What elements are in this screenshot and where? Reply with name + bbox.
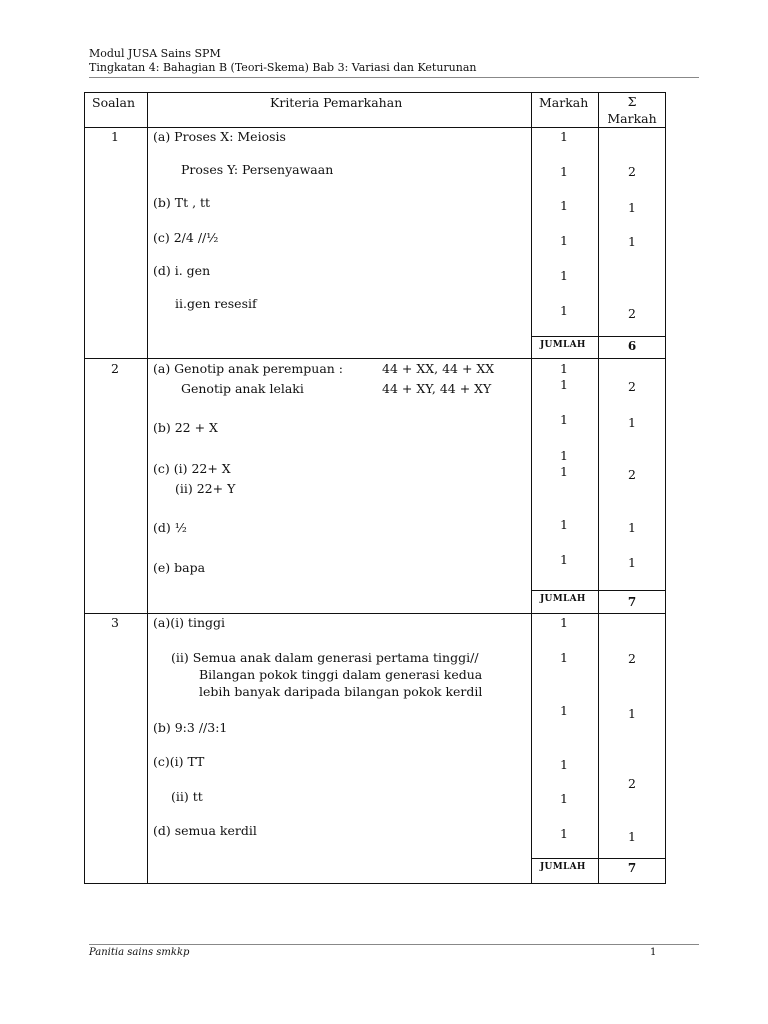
mark: 1 xyxy=(560,268,568,283)
header-markah: Markah xyxy=(539,95,589,110)
module-title: Modul JUSA Sains SPM xyxy=(89,47,221,60)
mark: 1 xyxy=(560,198,568,213)
footer-text: Panitia sains smkkp xyxy=(89,947,190,958)
answer-line: (d) semua kerdil xyxy=(153,823,257,838)
header-sigma: Σ xyxy=(627,94,637,109)
mark: 1 xyxy=(560,757,568,772)
answer-line: ii.gen resesif xyxy=(175,296,257,311)
answer-line: Proses Y: Persenyawaan xyxy=(181,162,334,177)
sum-mark: 1 xyxy=(628,415,636,430)
mark: 1 xyxy=(560,361,568,376)
jumlah-label: JUMLAH xyxy=(540,340,586,350)
mark: 1 xyxy=(560,303,568,318)
sum-mark: 2 xyxy=(628,306,636,321)
sum-mark: 1 xyxy=(628,520,636,535)
answer-line: (d) i. gen xyxy=(153,263,211,278)
sum-mark: 1 xyxy=(628,706,636,721)
total-mark: 6 xyxy=(627,339,637,353)
table-border-top xyxy=(84,92,666,93)
mark: 1 xyxy=(560,703,568,718)
sum-mark: 1 xyxy=(628,200,636,215)
sum-mark: 1 xyxy=(628,555,636,570)
answer-line: (a) Proses X: Meiosis xyxy=(153,129,286,144)
answer-line: Genotip anak lelaki xyxy=(181,381,304,396)
sum-mark: 1 xyxy=(628,829,636,844)
table-border-left xyxy=(84,92,85,884)
mark: 1 xyxy=(560,129,568,144)
sum-mark: 1 xyxy=(628,234,636,249)
answer-line: lebih banyak daripada bilangan pokok kerdil xyxy=(199,684,483,699)
mark: 1 xyxy=(560,412,568,427)
total-mark: 7 xyxy=(627,595,637,609)
sum-mark: 2 xyxy=(628,776,636,791)
table-row-divider xyxy=(84,358,666,359)
answer-line: (d) ½ xyxy=(153,520,187,535)
table-row-divider xyxy=(84,127,666,128)
jumlah-label: JUMLAH xyxy=(540,594,586,604)
table-col-divider xyxy=(531,92,532,884)
mark: 1 xyxy=(560,377,568,392)
answer-line: (c) (i) 22+ X xyxy=(153,461,231,476)
answer-line: (b) 9:3 //3:1 xyxy=(153,720,228,735)
mark: 1 xyxy=(560,233,568,248)
answer-value: 44 + XX, 44 + XX xyxy=(382,361,495,376)
question-number: 3 xyxy=(111,615,119,630)
answer-line: (b) Tt , tt xyxy=(153,195,211,210)
question-number: 1 xyxy=(111,129,119,144)
mark: 1 xyxy=(560,615,568,630)
sum-mark: 2 xyxy=(628,379,636,394)
jumlah-label: JUMLAH xyxy=(540,862,586,872)
header-kriteria: Kriteria Pemarkahan xyxy=(270,95,403,110)
question-number: 2 xyxy=(111,361,119,376)
table-row-divider xyxy=(531,336,666,337)
mark: 1 xyxy=(560,791,568,806)
answer-line: (c) 2/4 //½ xyxy=(153,230,219,245)
sum-mark: 2 xyxy=(628,164,636,179)
table-row-divider xyxy=(531,858,666,859)
table-col-divider xyxy=(147,92,148,884)
table-row-divider xyxy=(84,613,666,614)
table-border-right xyxy=(665,92,666,884)
header-soalan: Soalan xyxy=(92,95,136,110)
answer-line: (ii) Semua anak dalam generasi pertama tinggi// xyxy=(171,650,479,665)
sum-mark: 2 xyxy=(628,651,636,666)
header-divider xyxy=(89,77,699,78)
chapter-subtitle: Tingkatan 4: Bahagian B (Teori-Skema) Bab 3: Variasi dan Keturunan xyxy=(89,61,477,74)
table-border-bottom xyxy=(84,883,666,884)
answer-line: (a)(i) tinggi xyxy=(153,615,226,630)
mark: 1 xyxy=(560,650,568,665)
table-row-divider xyxy=(531,590,666,591)
mark: 1 xyxy=(560,448,568,463)
mark: 1 xyxy=(560,826,568,841)
header-sigma-markah: Markah xyxy=(607,111,657,126)
answer-line: (b) 22 + X xyxy=(153,420,218,435)
total-mark: 7 xyxy=(627,861,637,875)
mark: 1 xyxy=(560,164,568,179)
mark: 1 xyxy=(560,517,568,532)
page-number: 1 xyxy=(650,947,657,958)
sum-mark: 2 xyxy=(628,467,636,482)
mark: 1 xyxy=(560,552,568,567)
answer-line: Bilangan pokok tinggi dalam generasi kedua xyxy=(199,667,483,682)
footer-divider xyxy=(89,944,699,945)
mark: 1 xyxy=(560,464,568,479)
answer-line: (a) Genotip anak perempuan : xyxy=(153,361,344,376)
answer-value: 44 + XY, 44 + XY xyxy=(382,381,492,396)
answer-line: (e) bapa xyxy=(153,560,206,575)
answer-line: (ii) 22+ Y xyxy=(175,481,236,496)
answer-line: (ii) tt xyxy=(171,789,203,804)
answer-line: (c)(i) TT xyxy=(153,754,205,769)
